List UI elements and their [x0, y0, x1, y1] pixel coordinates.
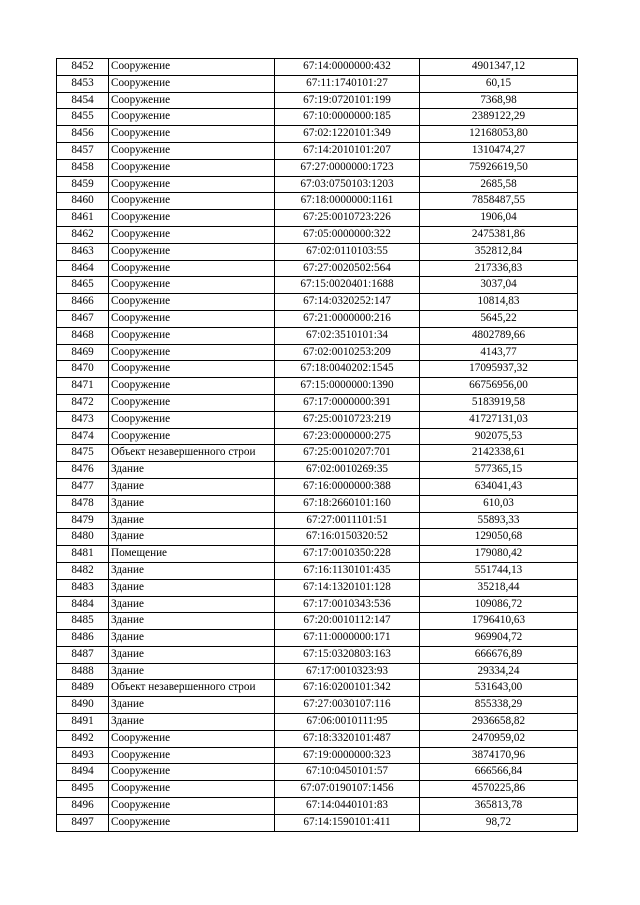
- table-row: [57, 798, 578, 815]
- object-type-cell: Здание: [109, 613, 275, 630]
- table-row: [57, 730, 578, 747]
- row-number-cell: 8488: [57, 663, 109, 680]
- row-number-cell: 8453: [57, 75, 109, 92]
- table-row: [57, 663, 578, 680]
- table-row: [57, 361, 578, 378]
- table-row: [57, 579, 578, 596]
- object-type-cell: Сооружение: [109, 75, 275, 92]
- table-row: [57, 613, 578, 630]
- row-number-cell: 8494: [57, 764, 109, 781]
- cadastral-value-cell: 634041,43: [420, 478, 578, 495]
- cadastral-value-cell: 35218,44: [420, 579, 578, 596]
- cadastral-number-cell: 67:17:0010323:93: [275, 663, 420, 680]
- table-row: [57, 630, 578, 647]
- cadastral-value-cell: 4802789,66: [420, 327, 578, 344]
- row-number-cell: 8463: [57, 243, 109, 260]
- cadastral-number-cell: 67:17:0000000:391: [275, 394, 420, 411]
- cadastral-number-cell: 67:16:0200101:342: [275, 680, 420, 697]
- table-row: [57, 59, 578, 76]
- object-type-cell: Сооружение: [109, 59, 275, 76]
- cadastral-number-cell: 67:19:0000000:323: [275, 747, 420, 764]
- cadastral-value-cell: 2685,58: [420, 176, 578, 193]
- cadastral-number-cell: 67:15:0320803:163: [275, 646, 420, 663]
- cadastral-number-cell: 67:05:0000000:322: [275, 226, 420, 243]
- cadastral-number-cell: 67:11:1740101:27: [275, 75, 420, 92]
- cadastral-number-cell: 67:02:3510101:34: [275, 327, 420, 344]
- cadastral-value-cell: 66756956,00: [420, 378, 578, 395]
- row-number-cell: 8456: [57, 126, 109, 143]
- table-row: [57, 378, 578, 395]
- cadastral-value-cell: 10814,83: [420, 294, 578, 311]
- object-type-cell: Сооружение: [109, 411, 275, 428]
- row-number-cell: 8475: [57, 445, 109, 462]
- table-row: [57, 243, 578, 260]
- cadastral-number-cell: 67:27:0020502:564: [275, 260, 420, 277]
- cadastral-value-cell: 666676,89: [420, 646, 578, 663]
- table-row: [57, 781, 578, 798]
- table-row: [57, 478, 578, 495]
- object-type-cell: Здание: [109, 697, 275, 714]
- table-row: [57, 310, 578, 327]
- row-number-cell: 8493: [57, 747, 109, 764]
- cadastral-value-cell: 4901347,12: [420, 59, 578, 76]
- table-row: [57, 260, 578, 277]
- object-type-cell: Здание: [109, 462, 275, 479]
- object-type-cell: Здание: [109, 529, 275, 546]
- cadastral-value-cell: 12168053,80: [420, 126, 578, 143]
- row-number-cell: 8496: [57, 798, 109, 815]
- table-row: [57, 697, 578, 714]
- cadastral-number-cell: 67:27:0000000:1723: [275, 159, 420, 176]
- object-type-cell: Здание: [109, 663, 275, 680]
- row-number-cell: 8471: [57, 378, 109, 395]
- object-type-cell: Сооружение: [109, 361, 275, 378]
- object-type-cell: Здание: [109, 714, 275, 731]
- cadastral-value-cell: 2936658,82: [420, 714, 578, 731]
- row-number-cell: 8486: [57, 630, 109, 647]
- cadastral-value-cell: 29334,24: [420, 663, 578, 680]
- table-row: [57, 562, 578, 579]
- cadastral-number-cell: 67:14:1590101:411: [275, 814, 420, 831]
- table-row: [57, 294, 578, 311]
- object-type-cell: Сооружение: [109, 193, 275, 210]
- row-number-cell: 8484: [57, 596, 109, 613]
- row-number-cell: 8460: [57, 193, 109, 210]
- object-type-cell: Сооружение: [109, 159, 275, 176]
- table-row: [57, 210, 578, 227]
- cadastral-value-cell: 17095937,32: [420, 361, 578, 378]
- row-number-cell: 8495: [57, 781, 109, 798]
- object-type-cell: Сооружение: [109, 747, 275, 764]
- object-type-cell: Сооружение: [109, 310, 275, 327]
- row-number-cell: 8454: [57, 92, 109, 109]
- row-number-cell: 8474: [57, 428, 109, 445]
- object-type-cell: Сооружение: [109, 428, 275, 445]
- row-number-cell: 8480: [57, 529, 109, 546]
- cadastral-number-cell: 67:27:0030107:116: [275, 697, 420, 714]
- row-number-cell: 8482: [57, 562, 109, 579]
- object-type-cell: Сооружение: [109, 210, 275, 227]
- cadastral-value-cell: 179080,42: [420, 546, 578, 563]
- row-number-cell: 8489: [57, 680, 109, 697]
- cadastral-value-cell: 551744,13: [420, 562, 578, 579]
- cadastral-number-cell: 67:14:0000000:432: [275, 59, 420, 76]
- object-type-cell: Здание: [109, 646, 275, 663]
- table-row: [57, 764, 578, 781]
- row-number-cell: 8464: [57, 260, 109, 277]
- table-row: [57, 714, 578, 731]
- row-number-cell: 8470: [57, 361, 109, 378]
- object-type-cell: Сооружение: [109, 294, 275, 311]
- object-type-cell: Помещение: [109, 546, 275, 563]
- cadastral-value-cell: 3037,04: [420, 277, 578, 294]
- row-number-cell: 8452: [57, 59, 109, 76]
- object-type-cell: Объект незавершенного строи: [109, 680, 275, 697]
- table-row: [57, 646, 578, 663]
- cadastral-value-cell: 5645,22: [420, 310, 578, 327]
- cadastral-number-cell: 67:18:0040202:1545: [275, 361, 420, 378]
- object-type-cell: Здание: [109, 512, 275, 529]
- table-row: [57, 596, 578, 613]
- cadastral-value-cell: 969904,72: [420, 630, 578, 647]
- table-row: [57, 142, 578, 159]
- table-row: [57, 193, 578, 210]
- cadastral-value-cell: 902075,53: [420, 428, 578, 445]
- row-number-cell: 8491: [57, 714, 109, 731]
- object-type-cell: Сооружение: [109, 277, 275, 294]
- cadastral-value-cell: 577365,15: [420, 462, 578, 479]
- table-row: [57, 462, 578, 479]
- cadastral-number-cell: 67:14:0440101:83: [275, 798, 420, 815]
- cadastral-number-cell: 67:19:0720101:199: [275, 92, 420, 109]
- cadastral-number-cell: 67:02:0110103:55: [275, 243, 420, 260]
- table-body: [57, 59, 578, 832]
- object-type-cell: Здание: [109, 478, 275, 495]
- cadastral-value-cell: 3874170,96: [420, 747, 578, 764]
- cadastral-value-cell: 1906,04: [420, 210, 578, 227]
- row-number-cell: 8462: [57, 226, 109, 243]
- object-type-cell: Сооружение: [109, 126, 275, 143]
- row-number-cell: 8485: [57, 613, 109, 630]
- row-number-cell: 8467: [57, 310, 109, 327]
- cadastral-number-cell: 67:21:0000000:216: [275, 310, 420, 327]
- object-type-cell: Сооружение: [109, 394, 275, 411]
- cadastral-value-cell: 2389122,29: [420, 109, 578, 126]
- table-row: [57, 394, 578, 411]
- cadastral-number-cell: 67:06:0010111:95: [275, 714, 420, 731]
- cadastral-value-cell: 4570225,86: [420, 781, 578, 798]
- table-row: [57, 92, 578, 109]
- row-number-cell: 8477: [57, 478, 109, 495]
- object-type-cell: Сооружение: [109, 226, 275, 243]
- cadastral-value-cell: 1796410,63: [420, 613, 578, 630]
- table-row: [57, 344, 578, 361]
- table-row: [57, 529, 578, 546]
- cadastral-number-cell: 67:11:0000000:171: [275, 630, 420, 647]
- table-row: [57, 445, 578, 462]
- row-number-cell: 8492: [57, 730, 109, 747]
- cadastral-value-cell: 531643,00: [420, 680, 578, 697]
- cadastral-number-cell: 67:20:0010112:147: [275, 613, 420, 630]
- property-registry-table: [56, 58, 578, 832]
- table-row: [57, 680, 578, 697]
- cadastral-value-cell: 2142338,61: [420, 445, 578, 462]
- cadastral-value-cell: 7368,98: [420, 92, 578, 109]
- cadastral-value-cell: 60,15: [420, 75, 578, 92]
- object-type-cell: Сооружение: [109, 327, 275, 344]
- object-type-cell: Сооружение: [109, 260, 275, 277]
- table-row: [57, 159, 578, 176]
- object-type-cell: Сооружение: [109, 814, 275, 831]
- cadastral-number-cell: 67:16:0150320:52: [275, 529, 420, 546]
- cadastral-value-cell: 98,72: [420, 814, 578, 831]
- cadastral-number-cell: 67:16:0000000:388: [275, 478, 420, 495]
- cadastral-number-cell: 67:15:0000000:1390: [275, 378, 420, 395]
- cadastral-number-cell: 67:25:0010723:226: [275, 210, 420, 227]
- cadastral-number-cell: 67:02:0010269:35: [275, 462, 420, 479]
- cadastral-number-cell: 67:02:1220101:349: [275, 126, 420, 143]
- cadastral-number-cell: 67:07:0190107:1456: [275, 781, 420, 798]
- row-number-cell: 8457: [57, 142, 109, 159]
- object-type-cell: Здание: [109, 579, 275, 596]
- object-type-cell: Сооружение: [109, 92, 275, 109]
- row-number-cell: 8487: [57, 646, 109, 663]
- cadastral-value-cell: 2470959,02: [420, 730, 578, 747]
- object-type-cell: Здание: [109, 562, 275, 579]
- row-number-cell: 8469: [57, 344, 109, 361]
- object-type-cell: Здание: [109, 596, 275, 613]
- object-type-cell: Объект незавершенного строи: [109, 445, 275, 462]
- table-row: [57, 277, 578, 294]
- row-number-cell: 8490: [57, 697, 109, 714]
- cadastral-number-cell: 67:25:0010723:219: [275, 411, 420, 428]
- cadastral-number-cell: 67:16:1130101:435: [275, 562, 420, 579]
- table-row: [57, 75, 578, 92]
- object-type-cell: Сооружение: [109, 764, 275, 781]
- cadastral-number-cell: 67:15:0020401:1688: [275, 277, 420, 294]
- cadastral-value-cell: 129050,68: [420, 529, 578, 546]
- row-number-cell: 8481: [57, 546, 109, 563]
- cadastral-value-cell: 109086,72: [420, 596, 578, 613]
- cadastral-value-cell: 217336,83: [420, 260, 578, 277]
- table-row: [57, 411, 578, 428]
- table-row: [57, 109, 578, 126]
- row-number-cell: 8472: [57, 394, 109, 411]
- table-row: [57, 512, 578, 529]
- cadastral-number-cell: 67:02:0010253:209: [275, 344, 420, 361]
- object-type-cell: Сооружение: [109, 109, 275, 126]
- table-row: [57, 546, 578, 563]
- cadastral-number-cell: 67:10:0000000:185: [275, 109, 420, 126]
- table-row: [57, 495, 578, 512]
- object-type-cell: Сооружение: [109, 344, 275, 361]
- row-number-cell: 8461: [57, 210, 109, 227]
- object-type-cell: Сооружение: [109, 798, 275, 815]
- cadastral-value-cell: 41727131,03: [420, 411, 578, 428]
- cadastral-number-cell: 67:17:0010343:536: [275, 596, 420, 613]
- cadastral-value-cell: 4143,77: [420, 344, 578, 361]
- cadastral-number-cell: 67:03:0750103:1203: [275, 176, 420, 193]
- object-type-cell: Сооружение: [109, 176, 275, 193]
- row-number-cell: 8497: [57, 814, 109, 831]
- cadastral-value-cell: 7858487,55: [420, 193, 578, 210]
- cadastral-number-cell: 67:14:1320101:128: [275, 579, 420, 596]
- object-type-cell: Сооружение: [109, 243, 275, 260]
- cadastral-number-cell: 67:18:2660101:160: [275, 495, 420, 512]
- cadastral-value-cell: 666566,84: [420, 764, 578, 781]
- table-row: [57, 126, 578, 143]
- row-number-cell: 8483: [57, 579, 109, 596]
- row-number-cell: 8479: [57, 512, 109, 529]
- cadastral-value-cell: 1310474,27: [420, 142, 578, 159]
- object-type-cell: Сооружение: [109, 142, 275, 159]
- table-row: [57, 428, 578, 445]
- row-number-cell: 8468: [57, 327, 109, 344]
- table-row: [57, 814, 578, 831]
- cadastral-value-cell: 365813,78: [420, 798, 578, 815]
- row-number-cell: 8455: [57, 109, 109, 126]
- cadastral-number-cell: 67:14:2010101:207: [275, 142, 420, 159]
- cadastral-value-cell: 5183919,58: [420, 394, 578, 411]
- cadastral-number-cell: 67:18:3320101:487: [275, 730, 420, 747]
- cadastral-value-cell: 855338,29: [420, 697, 578, 714]
- cadastral-value-cell: 75926619,50: [420, 159, 578, 176]
- row-number-cell: 8459: [57, 176, 109, 193]
- cadastral-value-cell: 2475381,86: [420, 226, 578, 243]
- cadastral-number-cell: 67:27:0011101:51: [275, 512, 420, 529]
- object-type-cell: Сооружение: [109, 378, 275, 395]
- cadastral-number-cell: 67:25:0010207:701: [275, 445, 420, 462]
- cadastral-number-cell: 67:17:0010350:228: [275, 546, 420, 563]
- row-number-cell: 8458: [57, 159, 109, 176]
- table-row: [57, 327, 578, 344]
- row-number-cell: 8466: [57, 294, 109, 311]
- object-type-cell: Сооружение: [109, 730, 275, 747]
- cadastral-value-cell: 55893,33: [420, 512, 578, 529]
- cadastral-value-cell: 610,03: [420, 495, 578, 512]
- cadastral-value-cell: 352812,84: [420, 243, 578, 260]
- object-type-cell: Здание: [109, 495, 275, 512]
- table-row: [57, 176, 578, 193]
- table-row: [57, 226, 578, 243]
- cadastral-number-cell: 67:18:0000000:1161: [275, 193, 420, 210]
- cadastral-number-cell: 67:14:0320252:147: [275, 294, 420, 311]
- object-type-cell: Здание: [109, 630, 275, 647]
- row-number-cell: 8473: [57, 411, 109, 428]
- row-number-cell: 8465: [57, 277, 109, 294]
- table-row: [57, 747, 578, 764]
- row-number-cell: 8476: [57, 462, 109, 479]
- cadastral-number-cell: 67:23:0000000:275: [275, 428, 420, 445]
- row-number-cell: 8478: [57, 495, 109, 512]
- object-type-cell: Сооружение: [109, 781, 275, 798]
- cadastral-number-cell: 67:10:0450101:57: [275, 764, 420, 781]
